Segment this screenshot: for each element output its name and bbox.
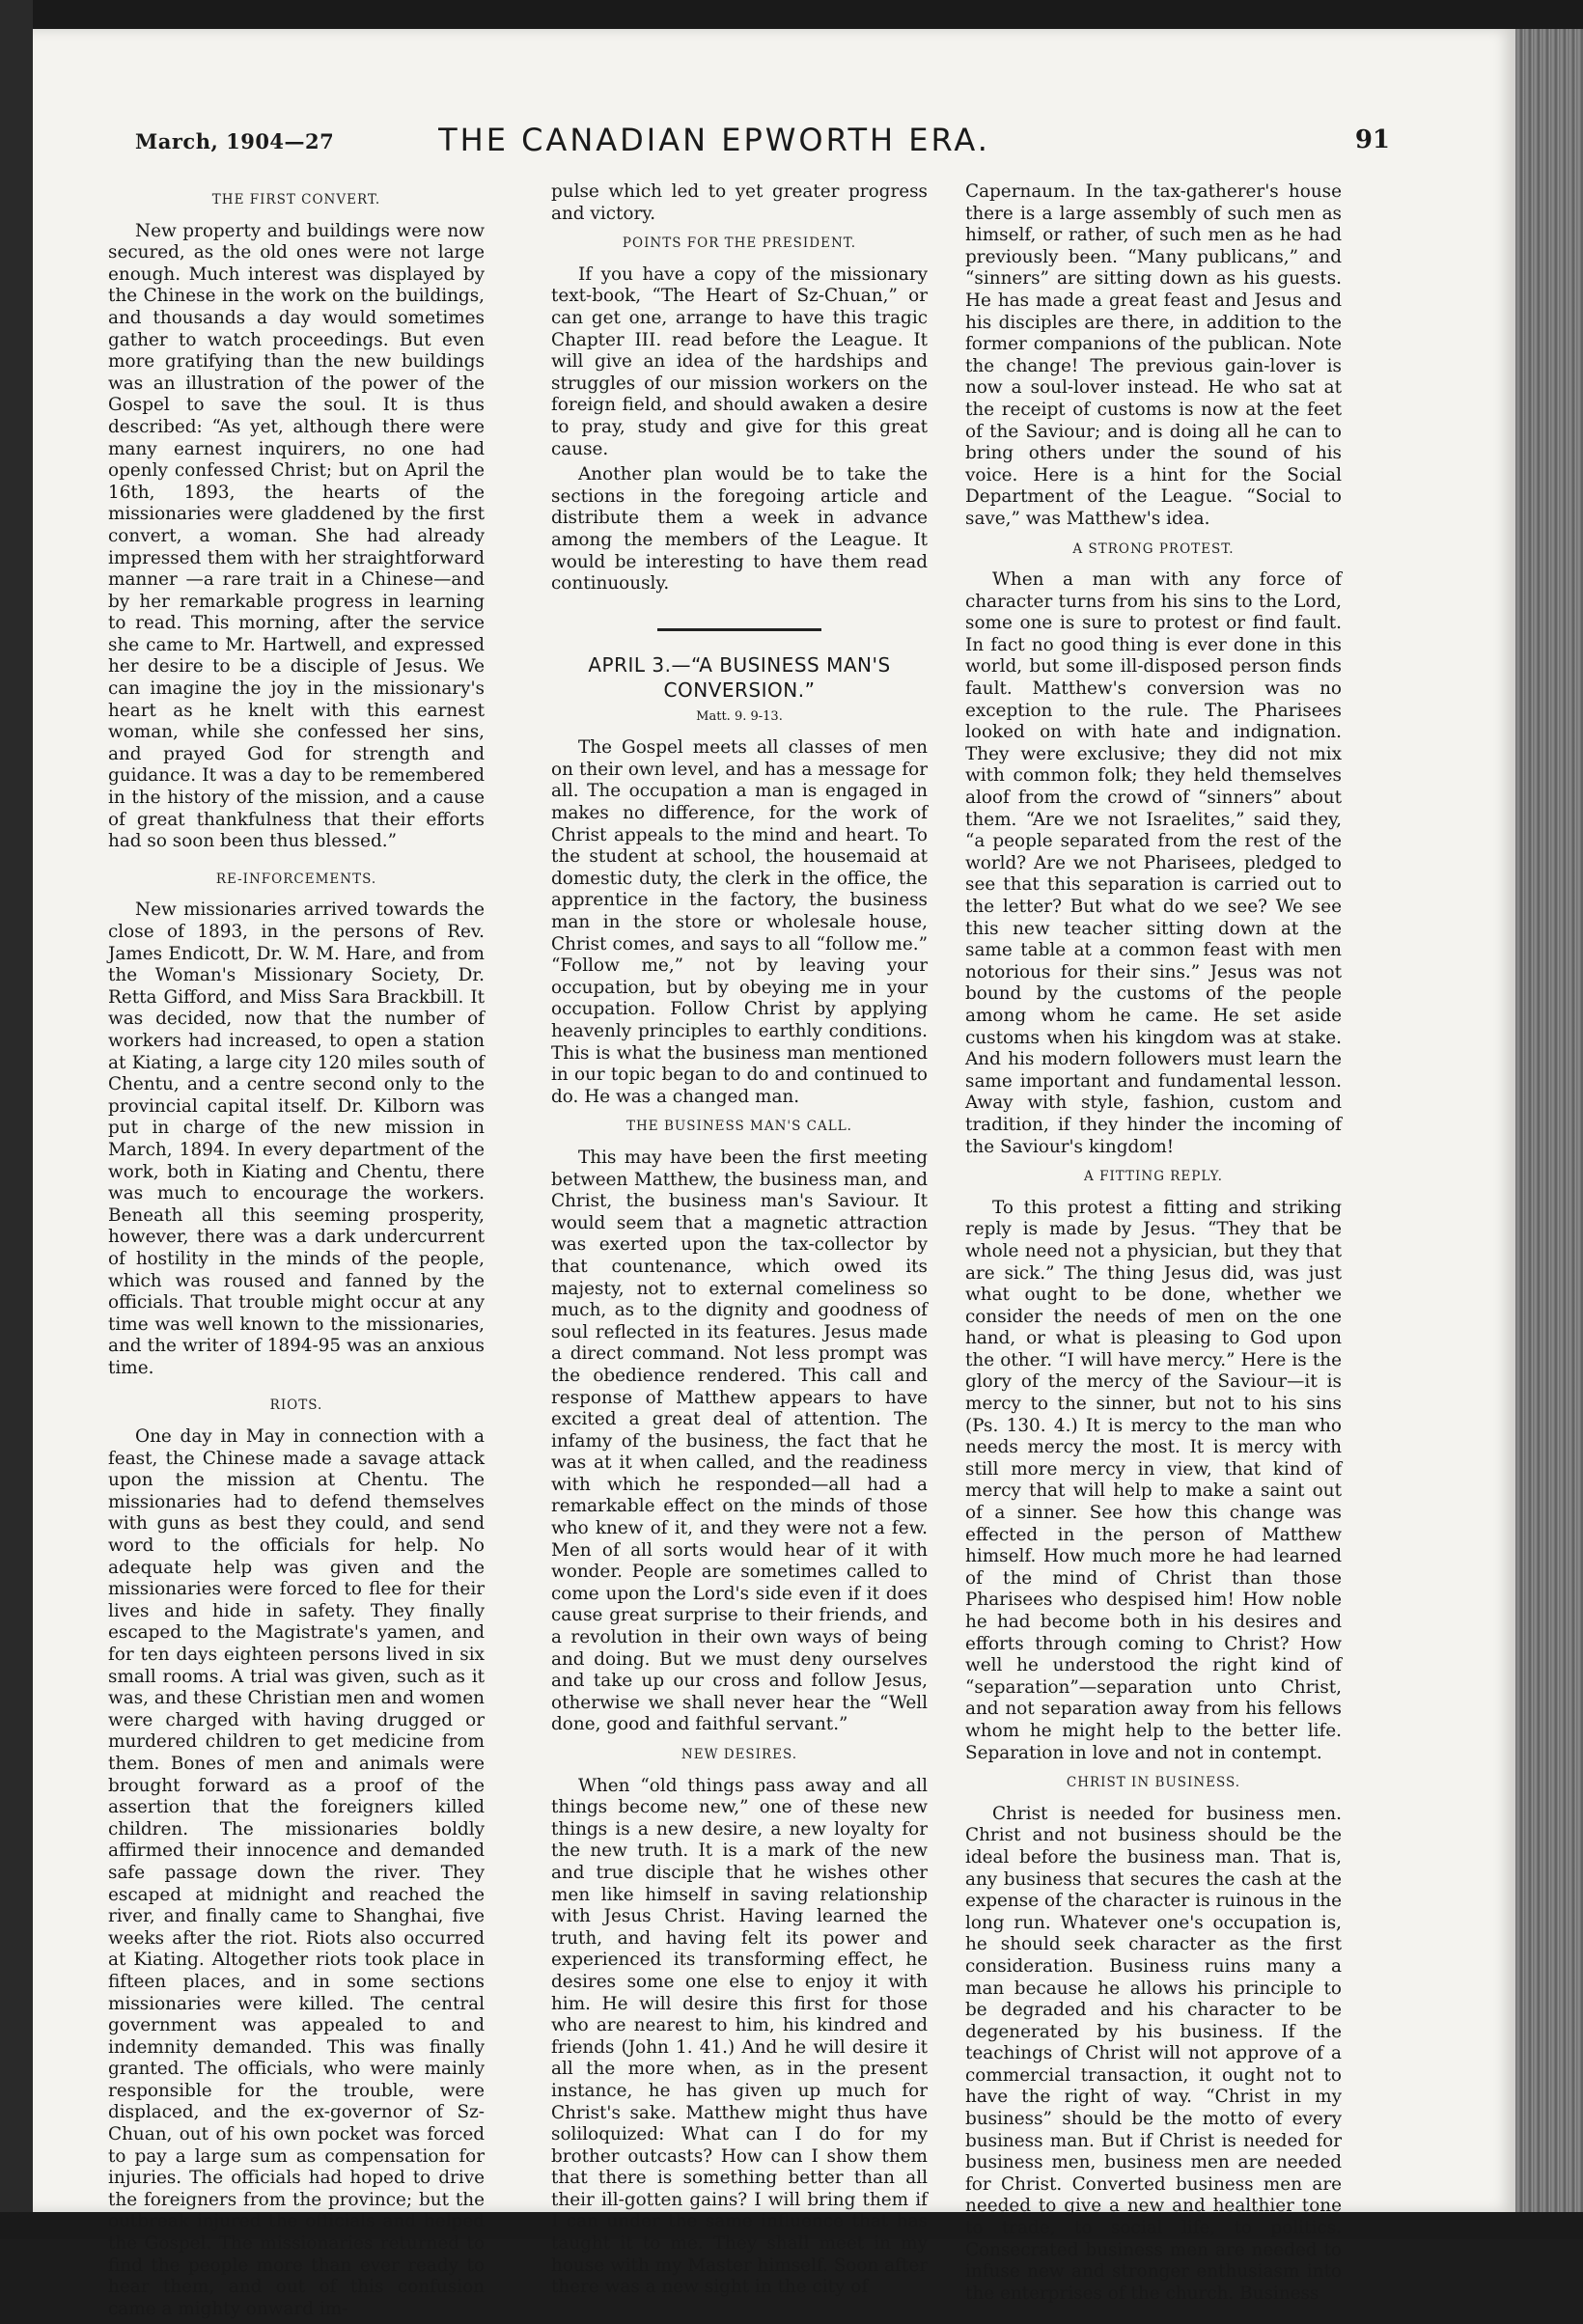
paragraph: To this protest a fitting and striking reply is made by Jesus. “They that be whole need not a physician, but they that are sick.” The thing Jesus did, was just what ought to be done, whether we consider the needs of men on the one hand, or what is pleasing to God upon the other. “I will have mercy.” Here is the glory of the mercy of the Saviour—it is mercy to the sinner, but not to his sins (Ps. 130. 4.) It is mercy to the man who needs mercy the most. It is mercy with still more mercy in view, that kind of mercy that will help to make a saint out of a sinner. See how this change was effected in the person of Matthew himself. How much more he had learned of the mind of Christ than those Pharisees who despised him! How noble he had become both in his desires and efforts through coming to Christ? How well he understood the right kind of “separation”—separation unto Christ, and not separation away from his fellows whom he might help to the better life. Separation in love and not in contempt. <box>965 1197 1342 1763</box>
section-heading: A FITTING REPLY. <box>1084 1169 1223 1185</box>
section-heading: THE FIRST CONVERT. <box>211 192 381 208</box>
paragraph: New property and buildings were now secured, as the old ones were not large enough. Much interest was displayed by the Chinese in the work on the buildings, and thousands a day would sometimes gather to watch proceedings. But even more gratifying than the new buildings was an illustration of the power of the Gospel to save the soul. It is thus described: “As yet, although there were many earnest inquirers, no one had openly confessed Christ; but on April the 16th, 1893, the hearts of the missionaries were gladdened by the first convert, a woman. She had already impressed them with her straightforward manner —a rare trait in a Chinese—and by her remarkable progress in learning to read. This morning, after the service she came to Mr. Hartwell, and expressed her desire to be a disciple of Jesus. We can imagine the joy in the missionary's heart as he knelt with this earnest woman, while she confessed her sins, and prayed God for strength and guidance. It was a day to be remembered in the history of the mission, and a cause of great thankfulness that their efforts had so soon been thus blessed.” <box>108 220 485 852</box>
section-heading: RIOTS. <box>269 1397 323 1414</box>
paragraph: Capernaum. In the tax-gatherer's house there is a large assembly of such men as himself, or rather, of such men as he had previously been. “Many publicans,” and “sinners” are sitting down as his guests. He has made a great feast and Jesus and his disciples are there, in addition to the former companions of the publican. Note the change! The previous gain-lover is now a soul-lover instead. He who sat at the receipt of customs is now at the feet of the Saviour; and is doing all he can to bring others under the sound of his voice. Here is a hint for the Social Department of the League. “Social to save,” was Matthew's idea. <box>965 181 1342 529</box>
paragraph: When a man with any force of character turns from his sins to the Lord, some one is sure to protest or find fault. In fact no good thing is ever done in this world, but some ill-disposed person finds fault. Matthew's conversion was no exception to the rule. The Pharisees looked on with hate and indignation. They were exclusive; they did not mix with common folk; they held themselves aloof from the crowd of “sinners” about them. “Are we not Israelites,” said they, “a people separated from the rest of the world? Are we not Pharisees, pledged to see that this separation is carried out to the letter? But what do we see? We see this new teacher sitting down at the same table at a common feast with men notorious for their sins.” Jesus was not bound by the customs of the people among whom he came. He set aside customs when his kingdom was at stake. And his modern followers must learn the same important and fundamental lesson. Away with style, fashion, custom and tradition, if they hinder the incoming of the Saviour's kingdom! <box>965 569 1342 1157</box>
paragraph: Christ is needed for business men. Christ and not business should be the ideal before the business man. That is, any business that secures the cash at the expense of the character is ruinous in the long run. Whatever one's occupation is, he should seek character as the first consideration. Business ruins many a man because he allows his principle to be degraded and his character to be degenerated by his business. If the teachings of Christ will not approve of a commercial transaction, it ought not to have the right of way. “Christ in my business” should be the motto of every business man. But if Christ is needed for business men, business men are needed for Christ. Converted business men are needed to give a new and healthier tone to trade, to social life, to politics. Consecrated business men are needed to infuse new and stronger enthusiasm into the enterprises of the church. Business <box>965 1803 1342 2304</box>
scan-left-border <box>0 0 33 2239</box>
paragraph: One day in May in connection with a feast, the Chinese made a savage attack upon the mission at Chentu. The missionaries had to defend themselves with guns as best they could, and send word to the officials for help. No adequate help was given and the missionaries were forced to flee for their lives and hide in safety. They finally escaped to the Magistrate's yamen, and for ten days eighteen persons lived in six small rooms. A trial was given, such as it was, and these Christian men and women were charged with having drugged or murdered children to get medicine from them. Bones of men and animals were brought forward as a proof of the assertion that the foreigners killed children. The missionaries boldly affirmed their innocence and demanded safe passage down the river. They escaped at midnight and reached the river, and finally came to Shanghai, five weeks after the riot. Riots also occurred at Kiating. Altogether riots took place in fifteen places, and in some sections missionaries were killed. The central government was appealed to and indemnity demanded. This was finally granted. The officials, who were mainly responsible for the trouble, were displaced, and the ex-governor of Sz-Chuan, out of his own pocket was forced to pay a large sum as compensation for injuries. The officials had hoped to drive the foreigners from the province; but the outbreak injured the officials and helped the Gospel. The missionaries returned to find the people more than ever ready to hear them, and out of this confusion came a mighty onward im- <box>108 1426 485 2319</box>
paragraph: This may have been the first meeting between Matthew, the business man, and Christ, the business man's Saviour. It would seem that a magnetic attraction was exerted upon the tax-collector by that countenance, which owed its majesty, not to external comeliness so much, as to the dignity and goodness of soul reflected in its features. Jesus made a direct command. Not less prompt was the obedience rendered. This call and response of Matthew appears to have excited a great deal of attention. The infamy of the business, the fact that he was at it when called, and the readiness with which he responded—all had a remarkable effect on the minds of those who knew of it, and they were not a few. Men of all sorts would hear of it with wonder. People are sometimes called to come upon the Lord's side even if it does cause great surprise to their friends, and a revolution in their own ways of being and doing. But we must deny ourselves and take up our cross and follow Jesus, otherwise we shall never hear the “Well done, good and faithful servant.” <box>551 1147 928 1735</box>
paragraph: When “old things pass away and all things become new,” one of these new things is a new desire, a new loyalty for the new truth. It is a mark of the new and true disciple that he wishes other men like himself in saving relationship with Jesus Christ. Having learned the truth, and having felt its power and experienced its transforming effect, he desires some one else to enjoy it with him. He will desire this first for those who are nearest to him, his kindred and friends (John 1. 41.) And he will desire it all the more when, as in the present instance, he has given up much for Christ's sake. Matthew might thus have soliloquized: What can I do for my brother outcasts? How can I show them that there is something better than all their ill-gotten gains? I will bring them if I can under the same influence that has taught it to me. They shall meet in my house with my Master himself. Soon after there was a new sight in the city of <box>551 1775 928 2298</box>
paragraph: Another plan would be to take the sections in the foregoing article and distribute them a week in advance among the members of the League. It would be interesting to have them read continuously. <box>551 464 928 595</box>
section-heading: THE BUSINESS MAN'S CALL. <box>626 1119 852 1135</box>
column-middle <box>551 181 928 2303</box>
publication-title: THE CANADIAN EPWORTH ERA. <box>438 122 990 158</box>
section-heading: CHRIST IN BUSINESS. <box>1066 1775 1241 1791</box>
scan-top-border <box>0 0 1583 33</box>
page-header <box>135 122 1390 170</box>
section-heading: POINTS FOR THE PRESIDENT. <box>622 235 857 252</box>
section-heading: A STRONG PROTEST. <box>1072 540 1235 557</box>
lesson-title: APRIL 3.—“A BUSINESS MAN'S CONVERSION.” <box>588 652 891 702</box>
section-heading: RE-INFORCEMENTS. <box>215 871 377 887</box>
issue-date: March, 1904—27 <box>135 129 335 153</box>
paragraph: pulse which led to yet greater progress and victory. <box>551 181 928 224</box>
column-left <box>108 181 485 2324</box>
paragraph: New missionaries arrived towards the close of 1893, in the persons of Rev. James Endicott, Dr. W. M. Hare, and from the Woman's Missionary Society, Dr. Retta Gifford, and Miss Sara Brackbill. It was decided, now that the number of workers had increased, to open a station at Kiating, a large city 120 miles south of Chentu, and a centre second only to the provincial capital itself. Dr. Kilborn was put in charge of the new mission in March, 1894. In every department of the work, both in Kiating and Chentu, there was much to encourage the workers. Beneath all this seeming prosperity, however, there was a dark undercurrent of hostility in the minds of the people, which was roused and fanned by the officials. That trouble might occur at any time was well known to the missionaries, and the writer of 1894-95 was an anxious time. <box>108 899 485 1378</box>
paragraph: If you have a copy of the missionary text-book, “The Heart of Sz-Chuan,” or can get one, arrange to have this tragic Chapter III. read before the League. It will give an idea of the hardships and struggles of our mission workers on the foreign field, and should awaken a desire to pray, study and give for this great cause. <box>551 263 928 459</box>
section-heading: NEW DESIRES. <box>680 1747 798 1762</box>
column-right <box>965 181 1342 2309</box>
page-number: 91 <box>1354 125 1390 154</box>
section-divider <box>657 628 821 631</box>
book-page-edges <box>1515 29 1583 2212</box>
paragraph: The Gospel meets all classes of men on their own level, and has a message for all. The occupation a man is engaged in makes no difference, for the work of Christ appeals to the mind and heart. To the student at school, the housemaid at domestic duty, the clerk in the office, the apprentice in the factory, the business man in the store or wholesale house, Christ comes, and says to all “follow me.” “Follow me,” not by leaving your occupation, but by obeying me in your occupation. Follow Christ by applying heavenly principles to earthly conditions. This is what the business man mentioned in our topic began to do and continued to do. He was a changed man. <box>551 737 928 1107</box>
scripture-reference: Matt. 9. 9-13. <box>696 708 783 724</box>
